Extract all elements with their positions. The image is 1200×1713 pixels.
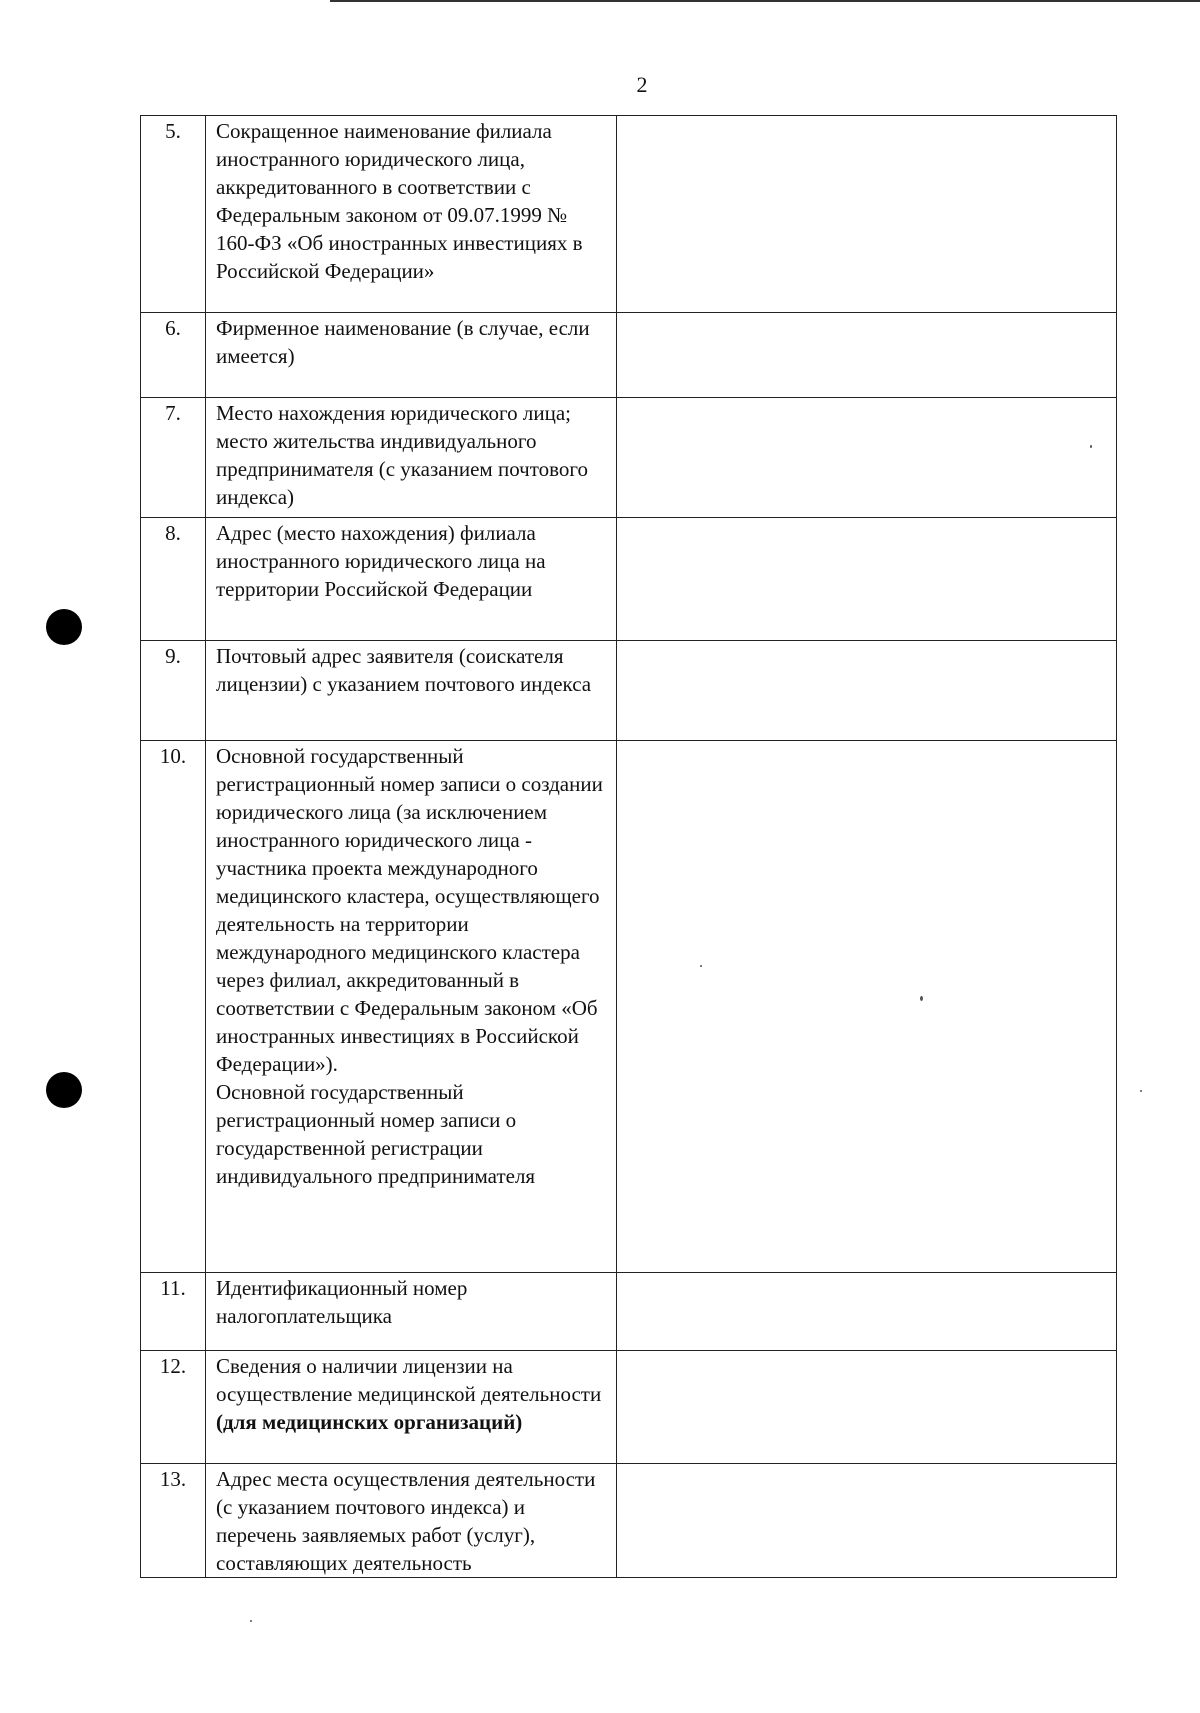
row-description-text: Сведения о наличии лицензии на осуществление медицинской деятельности bbox=[216, 1354, 602, 1406]
row-description: Адрес (место нахождения) филиала иностранного юридического лица на территории Российской Федерации bbox=[206, 518, 617, 641]
row-description: Адрес места осуществления деятельности (с указанием почтового индекса) и перечень заявляемых работ (услуг), составляющих деятельность bbox=[206, 1464, 617, 1578]
row-description: Сокращенное наименование филиала иностранного юридического лица, аккредитованного в соответствии с Федеральным законом от 09.07.1999 № 160-ФЗ «Об иностранных инвестициях в Российской Федерации» bbox=[206, 116, 617, 313]
table-row bbox=[141, 1273, 1117, 1351]
row-number: 11. bbox=[141, 1273, 206, 1351]
row-description-part-1: Основной государственный регистрационный номер записи о создании юридического лица (за исключением иностранного юридического лица - участника проекта международного медицинского кластера, осуществляющего деятельность на территории международного медицинского кластера через филиал, аккредитованный в соответствии с Федеральным законом «Об иностранных инвестициях в Российской Федерации»). bbox=[216, 744, 603, 1076]
scan-speck bbox=[920, 996, 923, 1001]
row-description: Место нахождения юридического лица; место жительства индивидуального предпринимателя (с указанием почтового индекса) bbox=[206, 398, 617, 518]
table-row bbox=[141, 1464, 1117, 1578]
table-row bbox=[141, 398, 1117, 518]
row-number: 13. bbox=[141, 1464, 206, 1578]
row-value-field[interactable] bbox=[617, 641, 1117, 741]
row-description: Идентификационный номер налогоплательщика bbox=[206, 1273, 617, 1351]
row-number: 5. bbox=[141, 116, 206, 313]
table-row bbox=[141, 313, 1117, 398]
row-value-field[interactable] bbox=[617, 1464, 1117, 1578]
table-row bbox=[141, 116, 1117, 313]
row-number: 12. bbox=[141, 1351, 206, 1464]
scan-speck bbox=[250, 1620, 252, 1622]
row-value-field[interactable] bbox=[617, 1351, 1117, 1464]
table-row bbox=[141, 1351, 1117, 1464]
punch-hole-mark bbox=[46, 1072, 82, 1108]
row-number: 8. bbox=[141, 518, 206, 641]
row-number: 7. bbox=[141, 398, 206, 518]
row-value-field[interactable] bbox=[617, 518, 1117, 641]
row-description bbox=[206, 741, 617, 1273]
row-value-field[interactable] bbox=[617, 741, 1117, 1273]
row-value-field[interactable] bbox=[617, 313, 1117, 398]
row-value-field[interactable] bbox=[617, 116, 1117, 313]
scan-speck bbox=[1140, 1090, 1142, 1092]
row-number: 9. bbox=[141, 641, 206, 741]
row-description: Фирменное наименование (в случае, если имеется) bbox=[206, 313, 617, 398]
table-row bbox=[141, 741, 1117, 1273]
table-row bbox=[141, 641, 1117, 741]
scan-top-edge bbox=[330, 0, 1200, 2]
table-row bbox=[141, 518, 1117, 641]
row-value-field[interactable] bbox=[617, 398, 1117, 518]
scan-speck bbox=[700, 965, 702, 967]
row-description bbox=[206, 1351, 617, 1464]
row-description-bold-note: (для медицинских организаций) bbox=[216, 1410, 523, 1434]
application-form-table bbox=[140, 115, 1117, 1578]
row-description: Почтовый адрес заявителя (соискателя лицензии) с указанием почтового индекса bbox=[206, 641, 617, 741]
scan-speck bbox=[1090, 445, 1092, 448]
row-value-field[interactable] bbox=[617, 1273, 1117, 1351]
page-number: 2 bbox=[636, 72, 648, 97]
row-description-part-2: Основной государственный регистрационный номер записи о государственной регистрации индивидуального предпринимателя bbox=[216, 1080, 536, 1188]
row-number: 6. bbox=[141, 313, 206, 398]
punch-hole-mark bbox=[46, 609, 82, 645]
row-number: 10. bbox=[141, 741, 206, 1273]
